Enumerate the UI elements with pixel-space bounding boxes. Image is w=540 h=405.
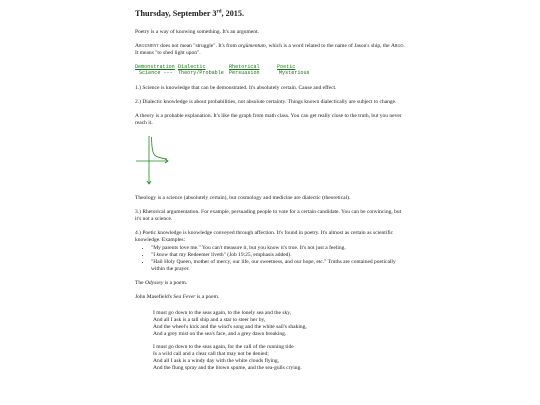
poem-line: And the wheel's kick and the wind's song and the white sail's shaking, bbox=[153, 323, 307, 330]
example-text: that my Redeemer liveth" (Job 19:25, emphasis added). bbox=[168, 251, 292, 258]
argument-latin: argümentum bbox=[238, 43, 266, 49]
knowledge-types-table bbox=[135, 64, 407, 77]
odyssey-text: is a poem. bbox=[163, 279, 188, 286]
argument-ship: Argo bbox=[390, 43, 404, 49]
science-paragraph: 1.) Science is knowledge that can be demonstrated. It's absolutely certain. Cause and effect. bbox=[135, 84, 337, 91]
list-item: • "Hail Holy Queen, mother of mercy, our life, our sweetness, and our hope, etc." Truths are contained poetically within the prayer. bbox=[151, 259, 407, 273]
poem-line: Is a wild call and a clear call that may not be denied; bbox=[153, 350, 269, 357]
dialectic-paragraph: 2.) Dialectic knowledge is about probabilities, not absolute certainty. Things known dialectically are subject to change. bbox=[135, 98, 397, 105]
masefield-title: Sea Fever bbox=[173, 293, 196, 300]
title-year: , 2015. bbox=[221, 9, 245, 18]
page-title bbox=[135, 9, 407, 19]
poem-line: I must go down to the seas again, to the lonely sea and the sky, bbox=[153, 309, 292, 316]
masefield-paragraph bbox=[135, 294, 407, 301]
examples-list bbox=[135, 245, 407, 273]
masefield-text: is a poem. bbox=[195, 293, 220, 300]
type-value-theory: Theory/Probable bbox=[178, 70, 224, 77]
asymptote-graph bbox=[135, 134, 169, 186]
masefield-text: John Masefield's bbox=[135, 293, 174, 300]
type-header-poetic: Poetic bbox=[277, 64, 296, 70]
poem-stanza-1 bbox=[153, 310, 407, 338]
odyssey-title: Odyssey bbox=[144, 279, 164, 286]
example-text: "I bbox=[151, 251, 157, 258]
journal-page bbox=[135, 9, 407, 379]
poem-stanza-2 bbox=[153, 344, 407, 372]
rhetorical-paragraph: 3.) Rhetorical argumentation. For example, persuading people to vote for a certain candidate. You can be convincing, but it's not a science. bbox=[135, 208, 402, 222]
odyssey-paragraph bbox=[135, 280, 407, 287]
list-item: • "My parents love me." You can't measure it, but you know it's true. It's not just a feeling. bbox=[151, 245, 407, 252]
argument-text-2: , which is a word related to the name of Jason's ship, the bbox=[265, 43, 391, 49]
type-value-persuasion: Persuasion bbox=[229, 70, 260, 77]
theology-paragraph: Theology is a science (absolutely certain), but cosmology and medicine are dialectic (theoretical). bbox=[135, 194, 351, 201]
argument-term: Argument bbox=[135, 43, 159, 49]
type-header-rhetorical: Rhetorical bbox=[229, 64, 260, 70]
poem-block bbox=[153, 310, 407, 372]
odyssey-text: The bbox=[135, 279, 145, 286]
type-header-demonstration: Demonstration bbox=[135, 64, 175, 70]
poem-line: And all I ask is a windy day with the white clouds flying, bbox=[153, 357, 280, 364]
argument-text-3: . It means "to shed light upon". bbox=[135, 43, 405, 56]
poem-line: And the flung spray and the blown spume, and the sea-gulls crying. bbox=[153, 364, 302, 371]
title-ordinal: rd bbox=[216, 9, 222, 15]
poetic-paragraph: 4.) Poetic knowledge is knowledge conveyed through affection. It's found in poetry. It's almost as certain as scientific knowledge. Examples: bbox=[135, 229, 394, 243]
intro-paragraph: Poetry is a way of knowing something. It's an argument. bbox=[135, 29, 259, 35]
example-emphasis: know bbox=[156, 251, 169, 258]
type-header-dialectic: Dialectic bbox=[178, 64, 206, 70]
type-value-mysterious: Mysterious bbox=[279, 70, 310, 77]
argument-paragraph bbox=[135, 43, 407, 57]
poem-line: I must go down to the seas again, for the call of the running tide bbox=[153, 343, 294, 350]
poem-line: And a grey mist on the sea's face, and a grey dawn breaking. bbox=[153, 330, 287, 337]
graph-asymptote-curve bbox=[152, 137, 168, 159]
argument-text-1: does not mean "struggle". It's from bbox=[158, 43, 239, 49]
title-date: Thursday, September 3 bbox=[135, 9, 217, 18]
type-value-science: Science --- bbox=[139, 70, 173, 77]
poem-line: And all I ask is a tall ship and a star to steer her by, bbox=[153, 316, 266, 323]
list-item bbox=[151, 252, 407, 259]
theory-paragraph: A theory is a probable explanation. It's like the graph from math class. You can get really close to the truth, but you never reach it. bbox=[135, 112, 402, 126]
